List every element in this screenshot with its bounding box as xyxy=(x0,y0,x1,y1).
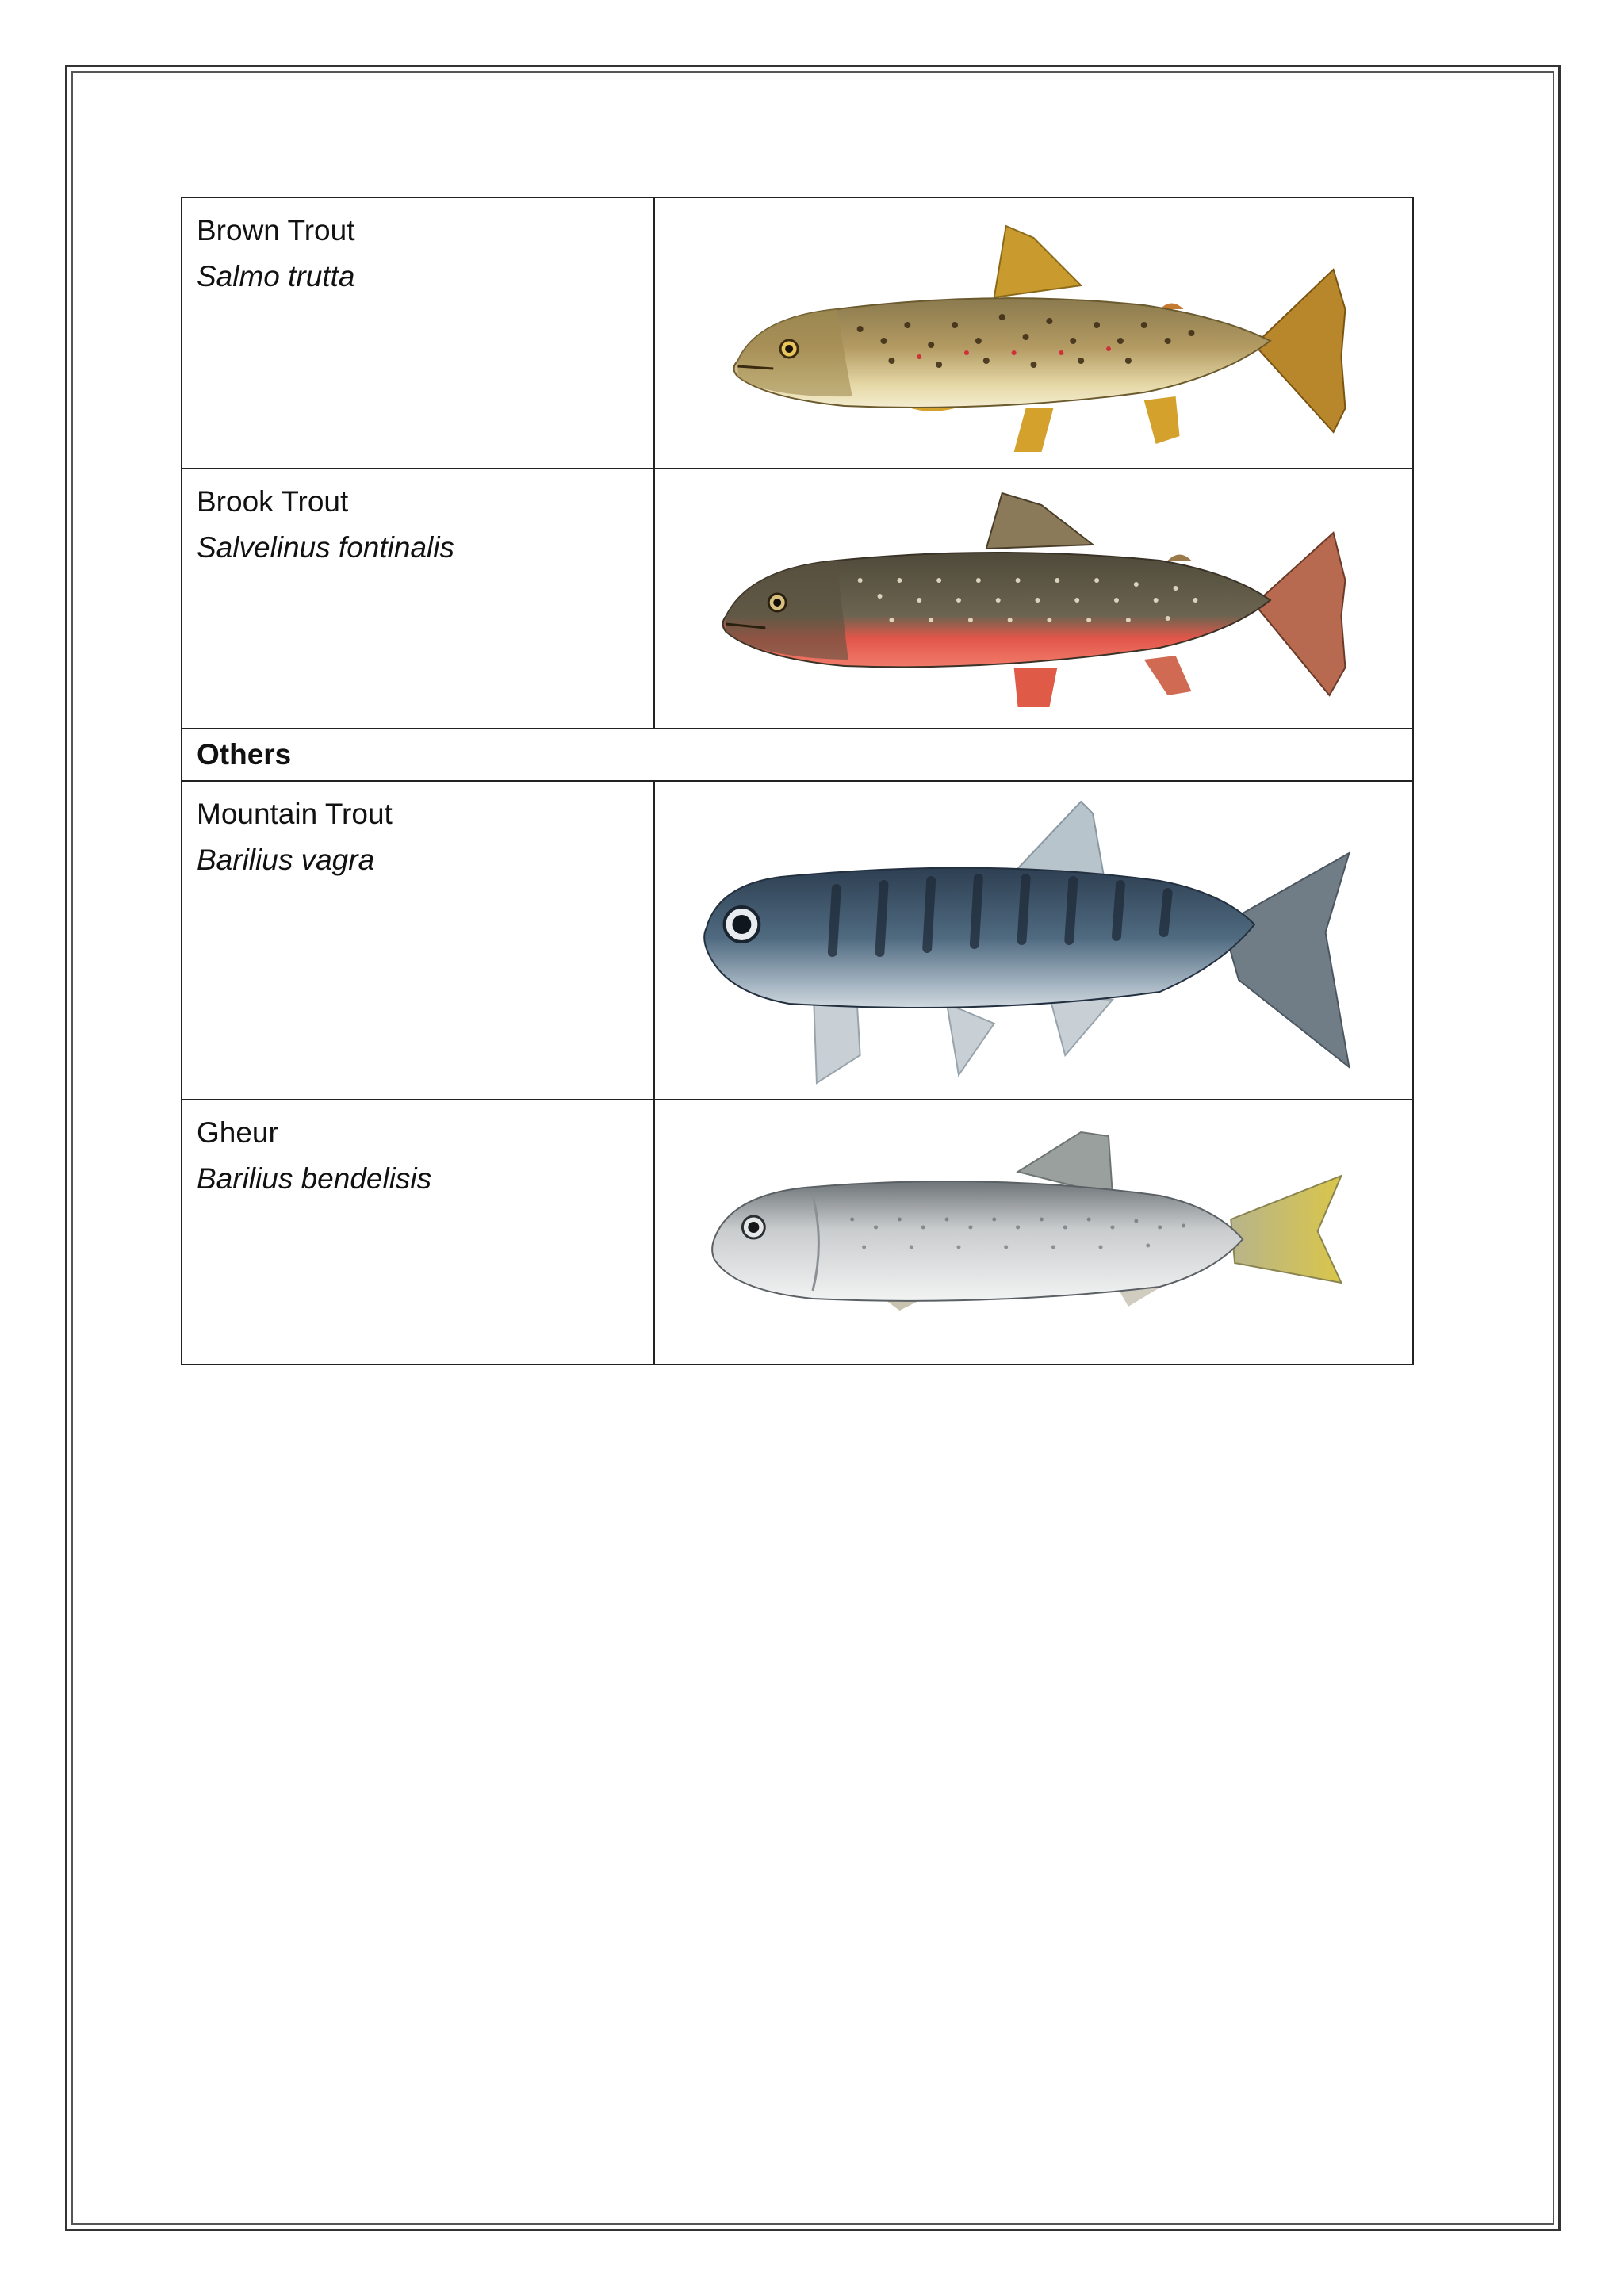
scientific-name: Barilius bendelisis xyxy=(197,1162,432,1195)
common-name: Mountain Trout xyxy=(197,798,393,830)
table-row xyxy=(182,469,1413,729)
brown-trout-fish-icon xyxy=(655,198,1412,468)
section-row xyxy=(182,729,1413,781)
species-image-cell xyxy=(654,197,1413,469)
species-table xyxy=(181,197,1414,1365)
species-image-cell xyxy=(654,781,1413,1100)
table-row xyxy=(182,197,1413,469)
scientific-name: Barilius vagra xyxy=(197,844,375,876)
gheur-fish-icon xyxy=(655,1100,1412,1364)
brook-trout-fish-icon xyxy=(655,469,1412,728)
common-name: Brown Trout xyxy=(197,214,355,247)
scientific-name: Salmo trutta xyxy=(197,260,355,293)
section-header: Others xyxy=(182,729,1413,781)
common-name: Gheur xyxy=(197,1116,278,1149)
table-row xyxy=(182,781,1413,1100)
mountain-trout-fish-icon xyxy=(655,782,1412,1099)
species-name-cell xyxy=(182,1100,654,1364)
scientific-name: Salvelinus fontinalis xyxy=(197,531,454,564)
species-image-cell xyxy=(654,469,1413,729)
species-name-cell xyxy=(182,781,654,1100)
species-image-cell xyxy=(654,1100,1413,1364)
common-name: Brook Trout xyxy=(197,485,349,518)
table-row xyxy=(182,1100,1413,1364)
species-name-cell xyxy=(182,469,654,729)
species-name-cell xyxy=(182,197,654,469)
